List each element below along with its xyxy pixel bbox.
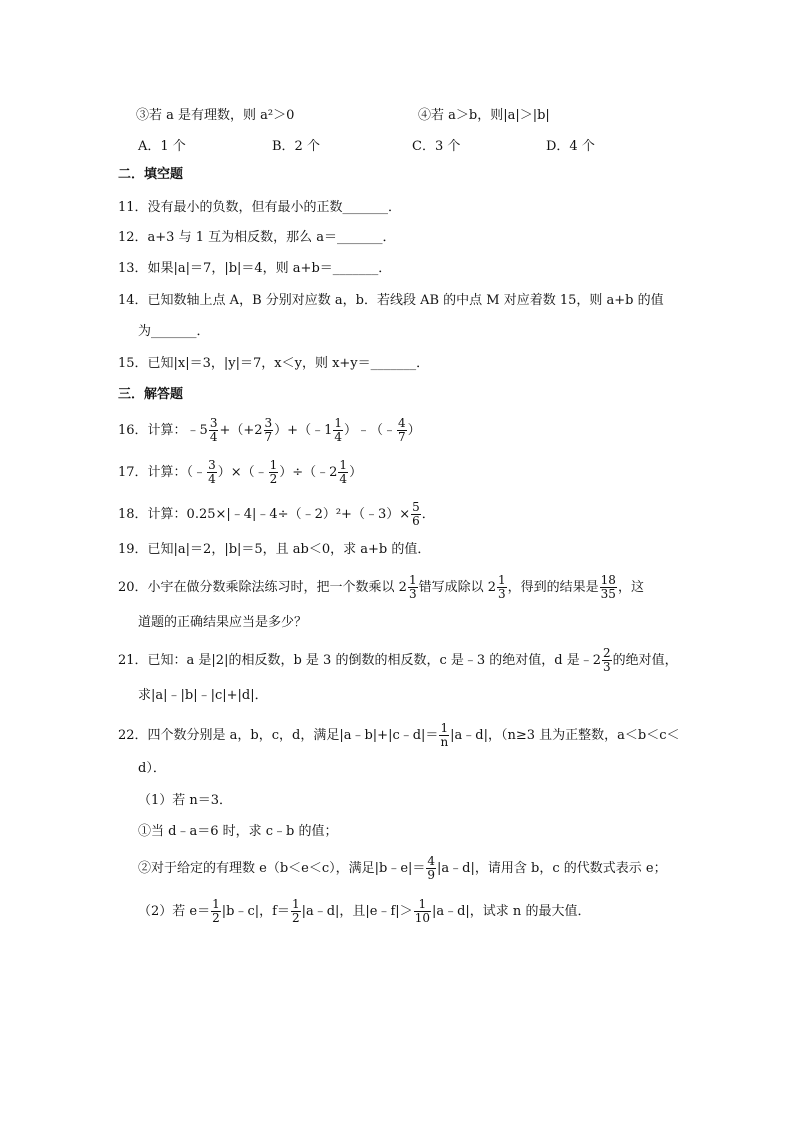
choice-d: D．4 个 bbox=[546, 139, 595, 154]
fraction: $\frac{1}{2}$ bbox=[212, 897, 220, 925]
question-18: 18．计算：0.25×|﹣4|﹣4÷（﹣2）²+（﹣3）× $\frac{5}{6}$ ． bbox=[118, 500, 435, 528]
section-answer: 三．解答题 bbox=[118, 387, 184, 402]
question-17: 17．计算：（﹣ $\frac{3}{4}$ ）×（﹣ $\frac{1}{2}$ ）÷（﹣2 $\frac{1}{4}$ ） bbox=[118, 458, 363, 486]
option-3: ③若 a 是有理数，则 a²＞0 bbox=[136, 108, 295, 123]
fraction: $\frac{18}{35}$ bbox=[600, 573, 616, 601]
question-22-sub2: （2）若 e＝ $\frac{1}{2}$ |b﹣c|，f＝ $\frac{1}{2}$ |a﹣d|，且|e﹣f|＞ $\frac{1}{10}$ |a﹣d|，试求 n 的最大值． bbox=[138, 897, 591, 925]
fraction: $\frac{1}{4}$ bbox=[339, 458, 348, 486]
question-21-line1: 21．已知：a 是|2|的相反数，b 是 3 的倒数的相反数，c 是﹣3 的绝对值，d 是﹣2 $\frac{2}{3}$ 的绝对值， bbox=[118, 646, 678, 674]
fraction: $\frac{1}{2}$ bbox=[291, 897, 300, 925]
question-19: 19．已知|a|＝2，|b|＝5，且 ab＜0，求 a+b 的值． bbox=[118, 542, 431, 557]
fraction: $\frac{2}{3}$ bbox=[603, 646, 611, 674]
fraction: $\frac{1}{2}$ bbox=[269, 458, 278, 486]
question-22-sub1a: ①当 d﹣a＝6 时，求 c﹣b 的值； bbox=[138, 824, 338, 839]
choice-b: B．2 个 bbox=[272, 139, 320, 154]
question-12: 12．a+3 与 1 互为相反数，那么 a＝_______． bbox=[118, 230, 396, 245]
question-22-sub1b: ②对于给定的有理数 e（b＜e＜c），满足|b﹣e|＝ $\frac{4}{9}$ |a﹣d|，请用含 b，c 的代数式表示 e； bbox=[138, 854, 667, 882]
question-16: 16．计算：﹣5 $\frac{3}{4}$ +（+2 $\frac{3}{7}$ ）+（﹣1 $\frac{1}{4}$ ）﹣（﹣ $\frac{4}{7}$ ） bbox=[118, 416, 421, 444]
fraction: $\frac{3}{4}$ bbox=[209, 416, 218, 444]
fraction: $\frac{1}{4}$ bbox=[334, 416, 342, 444]
fraction: $\frac{1}{10}$ bbox=[414, 897, 430, 925]
question-22-line2: d）． bbox=[138, 761, 166, 776]
question-22-sub1: （1）若 n＝3． bbox=[138, 793, 233, 808]
question-14-line1: 14．已知数轴上点 A，B 分别对应数 a，b．若线段 AB 的中点 M 对应着数 15，则 a+b 的值 bbox=[118, 293, 664, 308]
option-4: ④若 a＞b，则|a|＞|b| bbox=[418, 108, 550, 123]
fraction: $\frac{1}{3}$ bbox=[498, 573, 506, 601]
fraction: $\frac{3}{4}$ bbox=[208, 458, 216, 486]
section-fill-blank: 二．填空题 bbox=[118, 167, 184, 182]
question-13: 13．如果|a|＝7，|b|＝4，则 a+b＝_______． bbox=[118, 261, 392, 276]
fraction: $\frac{1}{3}$ bbox=[408, 573, 417, 601]
question-21-line2: 求|a|﹣|b|﹣|c|+|d|． bbox=[138, 688, 268, 703]
question-20-line2: 道题的正确结果应当是多少？ bbox=[138, 615, 308, 630]
fraction: $\frac{5}{6}$ bbox=[412, 500, 420, 528]
fraction: $\frac{3}{7}$ bbox=[264, 416, 273, 444]
fraction: $\frac{4}{9}$ bbox=[427, 854, 436, 882]
fraction: $\frac{4}{7}$ bbox=[398, 416, 406, 444]
choice-a: A．1 个 bbox=[138, 139, 186, 154]
question-15: 15．已知|x|＝3，|y|＝7，x＜y，则 x+y＝_______． bbox=[118, 356, 430, 371]
fraction: $\frac{1}{n}$ bbox=[440, 721, 449, 749]
choice-c: C．3 个 bbox=[412, 139, 461, 154]
question-20-line1: 20．小宇在做分数乘除法练习时，把一个数乘以 2 $\frac{1}{3}$ 错写成除以 2 $\frac{1}{3}$ ，得到的结果是 $\frac{18}{35}$ ，这 bbox=[118, 573, 644, 601]
question-14-line2: 为_______． bbox=[138, 324, 210, 339]
question-22-line1: 22．四个数分别是 a，b，c，d，满足|a﹣b|+|c﹣d|＝ $\frac{1}{n}$ |a﹣d|，（n≥3 且为正整数，a＜b＜c＜ bbox=[118, 721, 680, 749]
question-11: 11．没有最小的负数，但有最小的正数_______． bbox=[118, 200, 402, 215]
